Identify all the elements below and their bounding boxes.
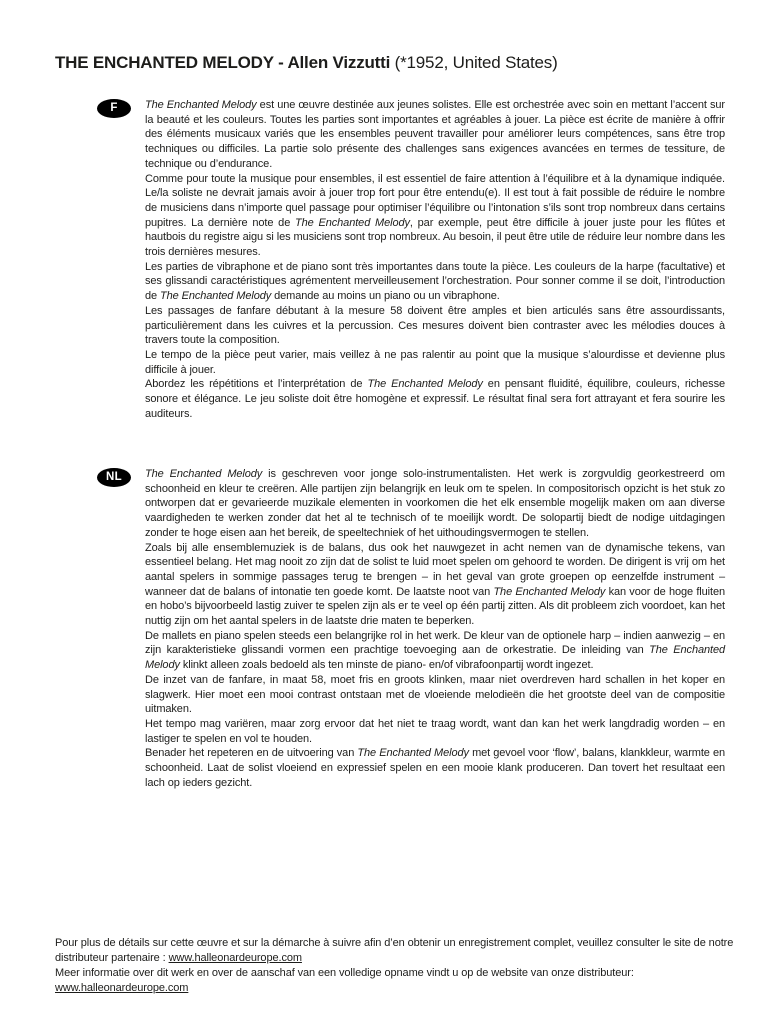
language-badge-nl: NL: [97, 468, 131, 487]
text-segment: The Enchanted Melody: [160, 290, 272, 303]
paragraph: [145, 467, 725, 541]
paragraph: [145, 673, 725, 717]
text-segment: kan voor de hoge fluiten en hobo’s bijvoorbeeld lastig zuiver te spelen zijn als er te veel op één partij zitten. Als dit probleem zich voordoet, kan het nuttig zijn om het aantal spelers in de laatste drie maten te beperken.: [145, 585, 725, 628]
text-segment: Pour plus de détails sur cette œuvre et sur la démarche à suivre afin d’en obtenir un enregistrement complet, veuillez consulter le site de notre distributeur partenaire :: [55, 937, 734, 964]
text-segment: Meer informatie over dit werk en over de aanschaf van een volledige opname vindt u op de website van onze distributeur:: [55, 967, 634, 979]
section-dutch: [97, 467, 725, 790]
section-french: [97, 98, 725, 421]
paragraph: [145, 377, 725, 421]
paragraph: [145, 260, 725, 304]
distributor-link[interactable]: www.halleonardeurope.com: [55, 982, 189, 994]
text-segment: Les passages de fanfare débutant à la mesure 58 doivent être amples et bien articulés sans être assourdissants, particulièrement dans les cuivres et la percussion. Ces mesures doivent bien contraster avec les mélodies douces à travers toute la composition.: [145, 304, 725, 347]
text-segment: demande au moins un piano ou un vibraphone.: [271, 290, 500, 303]
paragraph: [145, 746, 725, 790]
page-title: [55, 52, 738, 73]
paragraph: [145, 717, 725, 746]
text-segment: en pensant fluidité, équilibre, couleurs, richesse sonore et élégance. Le jeu soliste doit être homogène et expressif. Le résultat final sera fort attrayant et fera sourire les auditeurs.: [145, 378, 725, 420]
text-segment: De inzet van de fanfare, in maat 58, moet fris en groots klinken, maar niet overdreven hard schallen in het koper en slagwerk. Hier moet een mooi contrast ontstaan met de vloeiende melodieën die het grootste deel van de compositie uitmaken.: [145, 673, 725, 716]
language-badge-fr: F: [97, 99, 131, 118]
text-segment: The Enchanted Melody: [145, 468, 263, 480]
paragraph: [55, 966, 738, 996]
text-segment: Le tempo de la pièce peut varier, mais veillez à ne pas ralentir au point que la musique s’alourdisse et devienne plus difficile à jouer.: [145, 348, 725, 376]
text-segment: The Enchanted Melody: [357, 747, 469, 760]
paragraph: [145, 629, 725, 673]
paragraph: [145, 541, 725, 629]
french-paragraphs: [145, 98, 725, 421]
text-segment: is geschreven voor jonge solo-instrumentalisten. Het werk is zorgvuldig georkestreerd om schoonheid en kleur te creëren. Alle partijen zijn belangrijk en leuk om te spelen. In compositorisch opzicht is het stuk zo ontworpen dat er gevarieerde muzikale elementen in voorkomen die het elk ensemble mogelijk maken om aan diverse vaardigheden te werken zonder dat het al te technisch of te moeilijk wordt. De solopartij biedt de nodige uitdagingen zonder te hoge eisen aan het bereik, de speeltechniek of het uithoudingsvermogen te stellen.: [145, 468, 725, 539]
paragraph: [145, 172, 725, 260]
text-segment: Het tempo mag variëren, maar zorg ervoor dat het niet te traag wordt, want dan kan het werk langdradig worden – en lastiger te spelen en vol te houden.: [145, 717, 725, 745]
text-segment: est une œuvre destinée aux jeunes solistes. Elle est orchestrée avec soin en mettant l’accent sur la beauté et les couleurs. Toutes les parties sont importantes et agréables à jouer. La pièce est écrite de manière à offrir des éléments musicaux variés que les ensembles peuvent travailler pour améliorer leurs compétences, sans être trop techniques ou difficiles. La partie solo présente des challenges sans exigences avancées en termes de tessiture, de technique ou d’endurance.: [145, 99, 725, 170]
text-segment: Abordez les répétitions et l’interprétation de: [145, 378, 368, 391]
distributor-link[interactable]: www.halleonardeurope.com: [168, 952, 302, 964]
text-segment: Benader het repeteren en de uitvoering van: [145, 747, 358, 760]
text-segment: De mallets en piano spelen steeds een belangrijke rol in het werk. De kleur van de optionele harp – indien aanwezig – en zijn karakteristieke glissandi vormen een prachtige toevoeging aan de orkestratie. De inleiding van: [145, 629, 725, 657]
text-segment: The Enchanted Melody: [493, 585, 606, 598]
footer: [55, 936, 738, 996]
title-origin: (*1952, United States): [394, 53, 558, 72]
text-segment: Zoals bij alle ensemblemuziek is de balans, dus ook het nauwgezet in acht nemen van de dynamische tekens, van essentieel belang. Het mag nooit zo zijn dat de solist te luid moet spelen om gehoord te worden. De dirigent is vrij om het aantal spelers in sommige passages terug te brengen – in het geval van grote groepen op eenzelfde instrument – wanneer dat de balans of intonatie ten goede komt. De laatste noot van: [145, 541, 725, 598]
paragraph: [145, 348, 725, 377]
text-segment: Comme pour toute la musique pour ensembles, il est essentiel de faire attention à l’équilibre et à la dynamique indiquée. Le/la soliste ne devrait jamais avoir à jouer trop fort pour être entendu(e). Il est tout à fait possible de réduire le nombre de musiciens dans n’importe quel passage pour optimiser l’équilibre ou l’intonation s’ils sont trop nombreux dans certains pupitres. La dernière note de: [145, 172, 725, 229]
dutch-paragraphs: [145, 467, 725, 790]
paragraph: [55, 936, 738, 966]
text-segment: klinkt alleen zoals bedoeld als ten minste de piano- en/of vibrafoonpartij wordt ingezet.: [179, 659, 594, 672]
text-segment: Les parties de vibraphone et de piano sont très importantes dans toute la pièce. Les couleurs de la harpe (facultative) et ses glissandi caractéristiques agrémentent merveilleusement l’orchestration. Pour sonner comme il se doit, l’introduction de: [145, 260, 725, 303]
text-segment: met gevoel voor ‘flow’, balans, klankkleur, warmte en schoonheid. Laat de solist vloeiend en expressief spelen en een mooie klank produceren. Dan tovert het resultaat een lach op ieders gezicht.: [145, 747, 725, 789]
paragraph: [145, 98, 725, 172]
title-work-composer: THE ENCHANTED MELODY - Allen Vizzutti: [55, 53, 391, 72]
text-segment: The Enchanted Melody: [367, 378, 483, 391]
text-segment: The Enchanted Melody: [295, 216, 410, 229]
text-segment: The Enchanted Melody: [145, 99, 257, 111]
text-segment: , par exemple, peut être difficile à jouer juste pour les flûtes et hautbois du registre aigu si les musiciens sont trop nombreux. Au besoin, il peut être utile de réduire leur nombre dans les trois dernières mesures.: [145, 216, 725, 259]
paragraph: [145, 304, 725, 348]
text-segment: The Enchanted Melody: [145, 644, 725, 672]
